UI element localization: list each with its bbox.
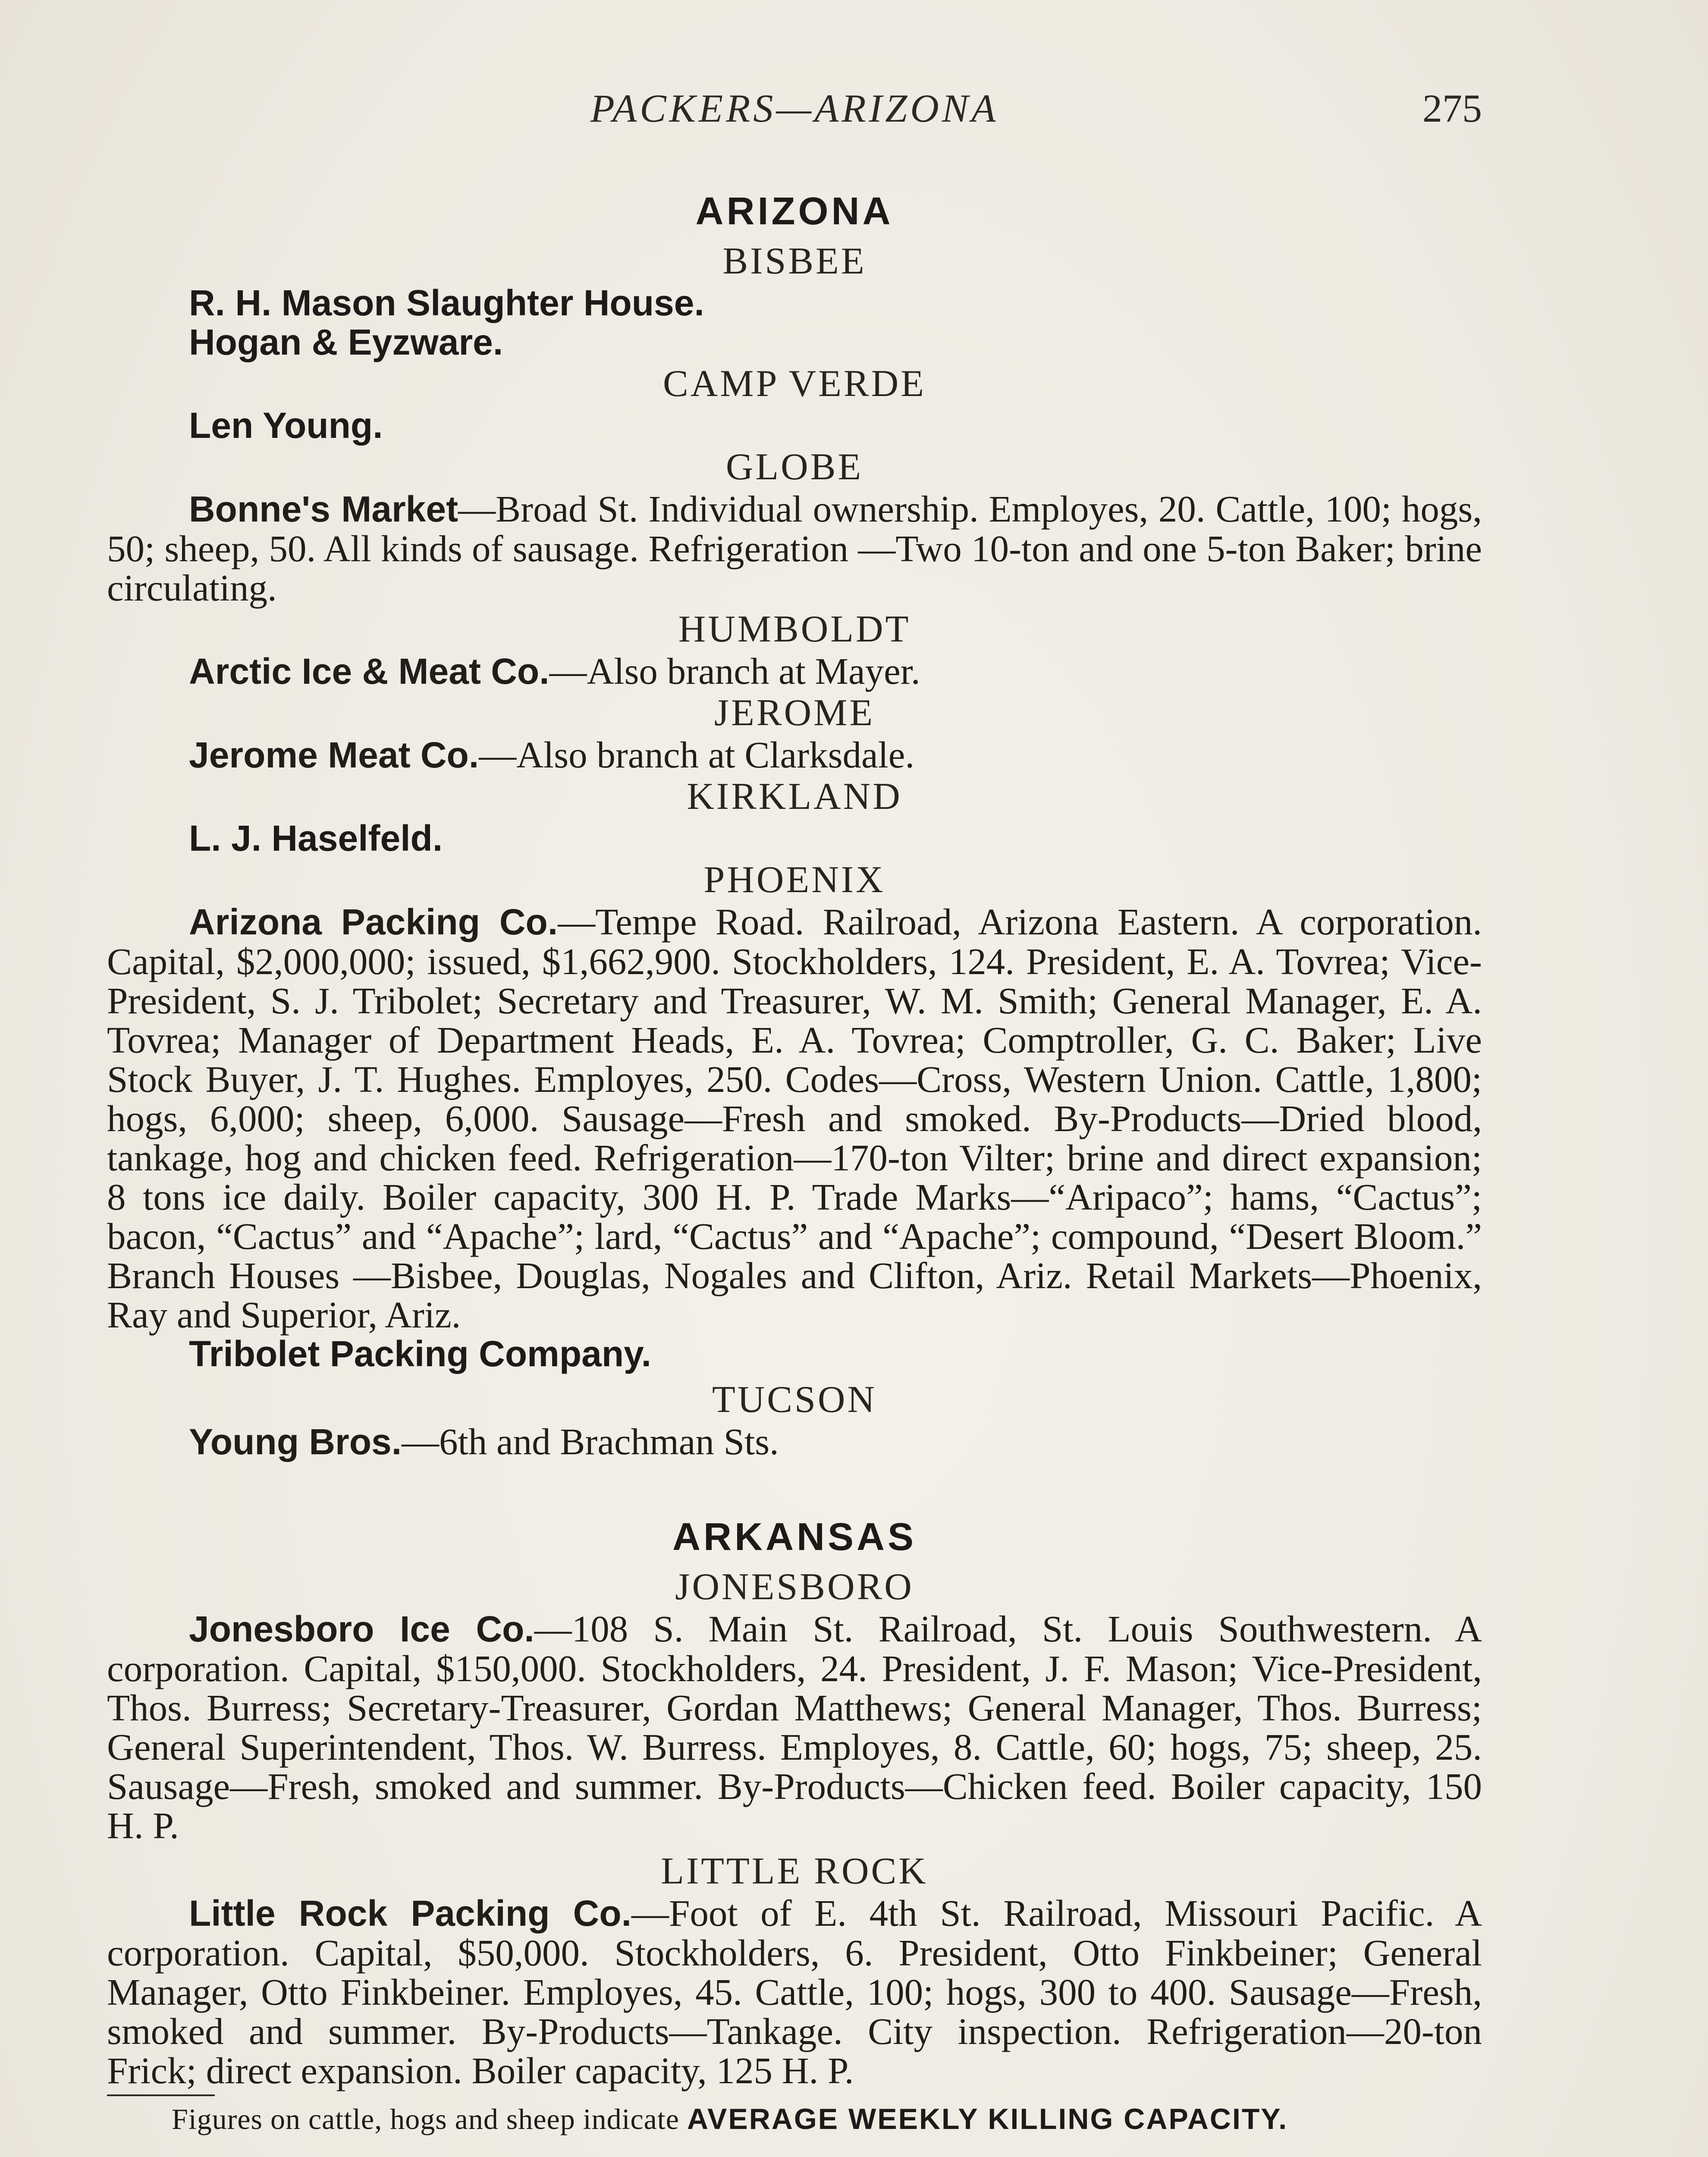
- city-heading-globe: GLOBE: [725, 446, 863, 488]
- city-heading-tucson: TUCSON: [712, 1379, 877, 1421]
- running-head: [107, 85, 1482, 133]
- city-heading-bisbee: BISBEE: [722, 240, 867, 282]
- entry-text: —Also branch at Clarksdale.: [479, 734, 915, 776]
- city-heading-humboldt: HUMBOLDT: [678, 608, 911, 650]
- state-heading-arkansas: ARKANSAS: [672, 1516, 917, 1559]
- city-heading-jonesboro: JONESBORO: [675, 1566, 914, 1608]
- entry-text: —6th and Brachman Sts.: [402, 1421, 779, 1462]
- firm-name: Arctic Ice & Meat Co.: [189, 651, 549, 692]
- entry-arctic-ice-meat: [107, 651, 1482, 691]
- firm-name: Little Rock Packing Co.: [189, 1893, 631, 1934]
- entry-little-rock-packing: [107, 1893, 1482, 2090]
- directory-column: [107, 183, 1482, 2134]
- entry-jerome-meat: [107, 735, 1482, 775]
- entry-jonesboro-ice: [107, 1609, 1482, 1845]
- city-heading-little-rock: LITTLE ROCK: [661, 1850, 928, 1892]
- city-heading-jerome: JEROME: [714, 692, 875, 734]
- city-heading-phoenix: PHOENIX: [703, 859, 885, 901]
- city-heading-camp-verde: CAMP VERDE: [663, 363, 926, 405]
- entry-text: —108 S. Main St. Railroad, St. Louis Southwestern. A corporation. Capital, $150,000. Stockholders, 24. President, J. F. Mason; Vice-President, Thos. Burress; Secretary-Treasurer, Gordan Matthews; General Manager, Thos. Burress; General Superintendent, Thos. W. Burress. Employes, 8. Cattle, 60; hogs, 75; sheep, 25. Sausage—Fresh, smoked and summer. By-Products—Chicken feed. Boiler capacity, 150 H. P.: [107, 1608, 1482, 1846]
- page-number: 275: [1422, 86, 1482, 130]
- entry-text: —Foot of E. 4th St. Railroad, Missouri Pacific. A corporation. Capital, $50,000. Stockholders, 6. President, Otto Finkbeiner; General Manager, Otto Finkbeiner. Employes, 45. Cattle, 100; hogs, 300 to 400. Sausage—Fresh, smoked and summer. By-Products—Tankage. City inspection. Refrigeration—20-ton Frick; direct expansion. Boiler capacity, 125 H. P.: [107, 1892, 1482, 2091]
- firm-hogan-eyzware: Hogan & Eyzware.: [189, 322, 503, 362]
- entry-text: —Also branch at Mayer.: [549, 650, 920, 692]
- footnote: [107, 2104, 1482, 2134]
- firm-len-young: Len Young.: [189, 405, 383, 446]
- firm-name: Jonesboro Ice Co.: [189, 1609, 534, 1649]
- footnote-caps: AVERAGE WEEKLY KILLING CAPACITY.: [687, 2103, 1288, 2135]
- entry-young-bros: [107, 1422, 1482, 1462]
- state-heading-arizona: ARIZONA: [695, 190, 894, 233]
- running-title: PACKERS—ARIZONA: [590, 86, 999, 130]
- city-heading-kirkland: KIRKLAND: [687, 776, 902, 818]
- firm-mason-slaughter-house: R. H. Mason Slaughter House.: [189, 283, 704, 323]
- firm-haselfeld: L. J. Haselfeld.: [189, 818, 443, 858]
- entry-arizona-packing: [107, 902, 1482, 1334]
- firm-tribolet-packing: Tribolet Packing Company.: [189, 1333, 651, 1374]
- firm-name: Bonne's Market: [189, 489, 458, 529]
- firm-name: Arizona Packing Co.: [189, 902, 558, 942]
- firm-name: Jerome Meat Co.: [189, 735, 479, 775]
- footnote-text: Figures on cattle, hogs and sheep indicate: [172, 2103, 687, 2135]
- entry-text: —Tempe Road. Railroad, Arizona Eastern. A corporation. Capital, $2,000,000; issued, $1,662,900. Stockholders, 124. President, E. A. Tovrea; Vice-President, S. J. Tribolet; Secretary and Treasurer, W. M. Smith; General Manager, E. A. Tovrea; Manager of Department Heads, E. A. Tovrea; Comptroller, G. C. Baker; Live Stock Buyer, J. T. Hughes. Employes, 250. Codes—Cross, Western Union. Cattle, 1,800; hogs, 6,000; sheep, 6,000. Sausage—Fresh and smoked. By-Products—Dried blood, tankage, hog and chicken feed. Refrigeration—170-ton Vilter; brine and direct expansion; 8 tons ice daily. Boiler capacity, 300 H. P. Trade Marks—“Aripaco”; hams, “Cactus”; bacon, “Cactus” and “Apache”; lard, “Cactus” and “Apache”; compound, “Desert Bloom.” Branch Houses —Bisbee, Douglas, Nogales and Clifton, Ariz. Retail Markets—Phoenix, Ray and Superior, Ariz.: [107, 901, 1482, 1336]
- entry-bonnes-market: [107, 489, 1482, 607]
- firm-name: Young Bros.: [189, 1421, 402, 1462]
- footnote-rule: [107, 2094, 215, 2096]
- entry-text: —Broad St. Individual ownership. Employes, 20. Cattle, 100; hogs, 50; sheep, 50. All kinds of sausage. Refrigeration —Two 10-ton and one 5-ton Baker; brine circulating.: [107, 488, 1482, 609]
